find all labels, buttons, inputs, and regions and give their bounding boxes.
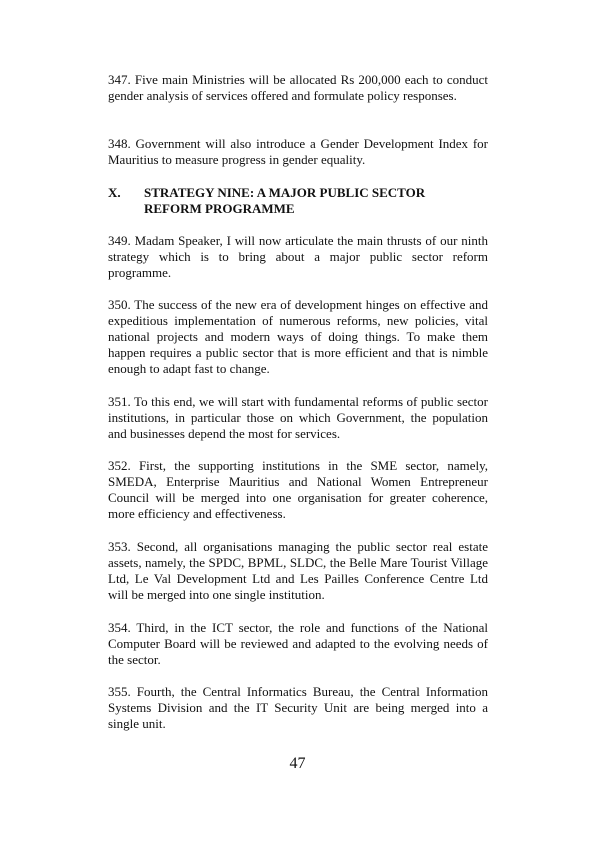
paragraph-354: 354. Third, in the ICT sector, the role and functions of the National Computer Board will be reviewed and adapted to the evolving needs of the sector. bbox=[108, 620, 488, 667]
section-title: STRATEGY NINE: A MAJOR PUBLIC SECTOR REFORM PROGRAMME bbox=[144, 185, 426, 216]
paragraph-352: 352. First, the supporting institutions in the SME sector, namely, SMEDA, Enterprise Mauritius and National Women Entrepreneur Council will be merged into one organisation for greater coherence, more efficiency and effectiveness. bbox=[108, 458, 488, 521]
paragraph-355: 355. Fourth, the Central Informatics Bureau, the Central Information Systems Division and the IT Security Unit are being merged into a single unit. bbox=[108, 684, 488, 731]
paragraph-350: 350. The success of the new era of development hinges on effective and expeditious implementation of numerous reforms, new policies, vital national projects and modern ways of doing things. To make them happen requires a public sector that is more efficient and that is nimble enough to adapt fast to change. bbox=[108, 297, 488, 376]
paragraph-348: 348. Government will also introduce a Gender Development Index for Mauritius to measure progress in gender equality. bbox=[108, 136, 488, 167]
paragraph-349: 349. Madam Speaker, I will now articulate the main thrusts of our ninth strategy which is to bring about a major public sector reform programme. bbox=[108, 233, 488, 280]
paragraph-351: 351. To this end, we will start with fundamental reforms of public sector institutions, in particular those on which Government, the population and businesses depend the most for services. bbox=[108, 394, 488, 441]
page-number: 47 bbox=[289, 755, 306, 772]
paragraph-347: 347. Five main Ministries will be allocated Rs 200,000 each to conduct gender analysis of services offered and formulate policy responses. bbox=[108, 72, 488, 103]
section-number: X. bbox=[108, 185, 121, 200]
paragraph-353: 353. Second, all organisations managing the public sector real estate assets, namely, the SPDC, BPML, SLDC, the Belle Mare Tourist Village Ltd, Le Val Development Ltd and Les Pailles Conference Centre Ltd will be merged into one single institution. bbox=[108, 539, 488, 602]
